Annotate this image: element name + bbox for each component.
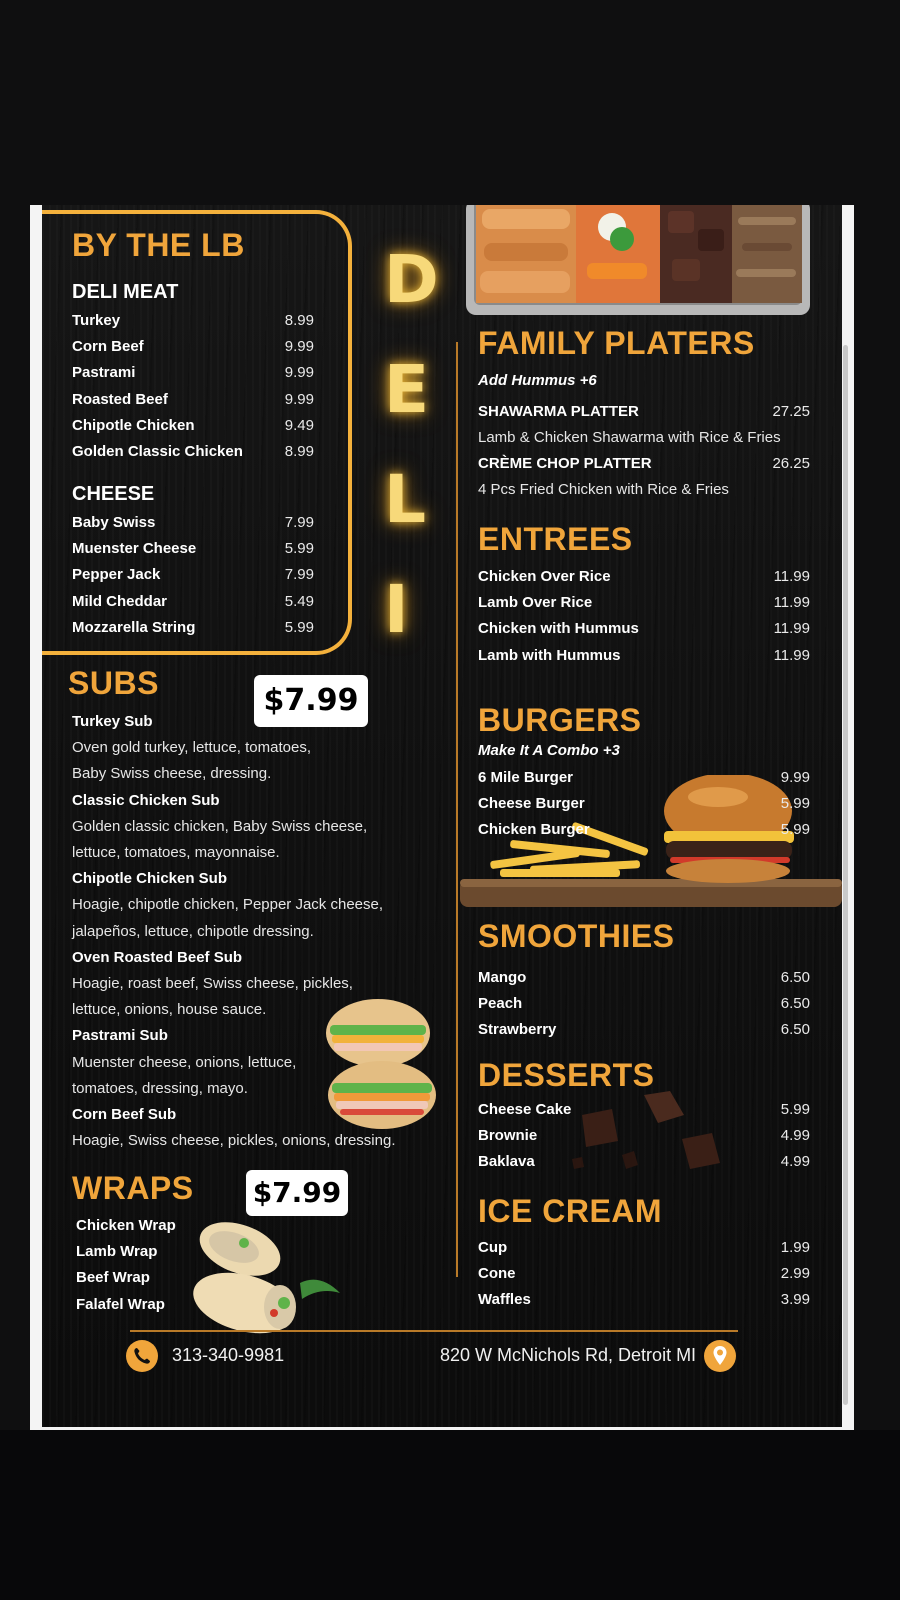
desserts-title: DESSERTS [478,1057,655,1093]
deli-meat-price: 9.99 [284,390,314,408]
entree-item: Chicken Over Rice [478,568,611,585]
cheese-price: 5.49 [284,592,314,610]
smoothie-price: 6.50 [780,1021,810,1039]
deli-meat-item: Pastrami [72,364,136,382]
entree-price: 11.99 [773,646,810,664]
family-platters-title: FAMILY PLATERS [478,325,755,361]
dessert-item: Brownie [478,1127,538,1145]
platter-desc: 4 Pcs Fried Chicken with Rice & Fries [478,481,729,498]
burger-item: Cheese Burger [478,795,585,813]
ice-cream-price: 1.99 [780,1239,810,1256]
sub-desc: Hoagie, roast beef, Swiss cheese, pickles, [72,975,353,992]
burger-item: 6 Mile Burger [478,769,574,786]
deli-meat-item: Roasted Beef [72,390,168,408]
scrollbar[interactable] [843,345,848,1405]
sub-name: Chipotle Chicken Sub [72,870,228,888]
burgers-title: BURGERS [478,702,642,738]
entree-price: 11.99 [773,594,810,612]
deli-meat-price: 9.99 [284,364,314,382]
wrap-image [170,1213,350,1341]
smoothie-item: Strawberry [478,1021,557,1039]
cheese-item: Baby Swiss [72,514,156,531]
sub-desc: Hoagie, chipotle chicken, Pepper Jack cheese, [72,896,384,914]
footer-divider [130,1330,738,1332]
platter-price: 26.25 [772,455,810,472]
dessert-price: 4.99 [780,1153,810,1171]
dessert-item: Baklava [478,1153,535,1171]
dessert-price: 5.99 [780,1101,810,1118]
entree-item: Chicken with Hummus [478,620,639,638]
location-pin-icon [704,1340,736,1372]
deli-sign-letter: E [384,351,430,428]
wrap-item: Falafel Wrap [76,1295,165,1313]
entree-price: 11.99 [773,568,810,585]
burgers-note: Make It A Combo +3 [478,742,620,759]
entrees-title: ENTREES [478,521,633,557]
cheese-title: CHEESE [72,483,155,505]
sub-desc: Oven gold turkey, lettuce, tomatoes, [72,739,312,757]
deli-meat-price: 9.99 [284,338,314,356]
wrap-item: Lamb Wrap [76,1243,158,1261]
dessert-item: Cheese Cake [478,1101,572,1118]
deli-meat-item: Turkey [72,312,121,329]
subs-title: SUBS [68,665,159,701]
platter-image [462,205,814,321]
cheese-item: Mozzarella String [72,618,196,636]
wrap-item: Beef Wrap [76,1269,150,1287]
platter-name: CRÈME CHOP PLATTER [478,455,652,472]
smoothie-item: Mango [478,969,527,986]
menu-board [42,205,842,1427]
deli-sign-letter: I [384,571,409,648]
cheese-price: 5.99 [284,540,314,558]
family-platters-note: Add Hummus +6 [478,372,597,389]
ice-cream-title: ICE CREAM [478,1193,663,1229]
by-the-lb-title: BY THE LB [72,227,245,263]
sub-desc: lettuce, onions, house sauce. [72,1001,267,1019]
entree-item: Lamb with Hummus [478,646,621,664]
ice-cream-item: Waffles [478,1291,531,1309]
wraps-price-tag: $7.99 [246,1170,348,1216]
deli-meat-item: Corn Beef [72,338,144,356]
burger-price: 5.99 [780,821,810,839]
deli-sign-letter: L [384,461,427,538]
sub-name: Corn Beef Sub [72,1106,177,1123]
sub-desc: Muenster cheese, onions, lettuce, [72,1053,297,1071]
platter-price: 27.25 [772,403,810,420]
sub-name: Oven Roasted Beef Sub [72,948,243,966]
deli-meat-price: 9.49 [284,416,314,434]
sub-name: Pastrami Sub [72,1027,168,1045]
deli-meat-title: DELI MEAT [72,281,179,303]
deli-meat-item: Golden Classic Chicken [72,443,243,460]
deli-meat-price: 8.99 [284,312,314,329]
column-divider [456,342,458,1277]
smoothies-title: SMOOTHIES [478,918,675,954]
smoothie-price: 6.50 [780,995,810,1013]
screen-background [0,1430,900,1600]
sub-desc: jalapeños, lettuce, chipotle dressing. [72,922,314,940]
burger-price: 9.99 [780,769,810,786]
entree-price: 11.99 [773,620,810,638]
sub-desc: Baby Swiss cheese, dressing. [72,765,272,783]
sub-desc: Golden classic chicken, Baby Swiss cheese, [72,817,368,835]
phone-icon [126,1340,158,1372]
ice-cream-item: Cone [478,1265,516,1283]
deli-sign-letter: D [384,241,439,318]
cheese-price: 7.99 [284,514,314,531]
sub-desc: lettuce, tomatoes, mayonnaise. [72,844,280,861]
sub-name: Turkey Sub [72,713,153,730]
smoothie-item: Peach [478,995,523,1013]
smoothie-price: 6.50 [780,969,810,986]
wrap-item: Chicken Wrap [76,1217,176,1234]
sub-desc: tomatoes, dressing, mayo. [72,1079,248,1097]
ice-cream-item: Cup [478,1239,508,1256]
cheese-price: 5.99 [284,618,314,636]
deli-meat-price: 8.99 [284,443,314,460]
sub-desc: Hoagie, Swiss cheese, pickles, onions, dressing. [72,1132,396,1150]
phone-number[interactable]: 313-340-9981 [172,1345,285,1365]
platter-desc: Lamb & Chicken Shawarma with Rice & Fries [478,429,781,446]
deli-meat-item: Chipotle Chicken [72,416,195,434]
ice-cream-price: 2.99 [780,1265,810,1283]
ice-cream-price: 3.99 [780,1291,810,1309]
cheese-item: Mild Cheddar [72,592,168,610]
sub-name: Classic Chicken Sub [72,791,220,809]
platter-name: SHAWARMA PLATTER [478,403,639,420]
cheese-item: Pepper Jack [72,566,161,584]
brownie-image [562,1085,732,1185]
cheese-item: Muenster Cheese [72,540,197,558]
address: 820 W McNichols Rd, Detroit MI [440,1345,697,1365]
wraps-title: WRAPS [72,1170,194,1206]
cheese-price: 7.99 [284,566,314,584]
burger-item: Chicken Burger [478,821,590,839]
subs-price-tag: $7.99 [254,675,368,727]
dessert-price: 4.99 [780,1127,810,1145]
sandwich-image [320,995,442,1135]
burger-price: 5.99 [780,795,810,813]
entree-item: Lamb Over Rice [478,594,593,612]
